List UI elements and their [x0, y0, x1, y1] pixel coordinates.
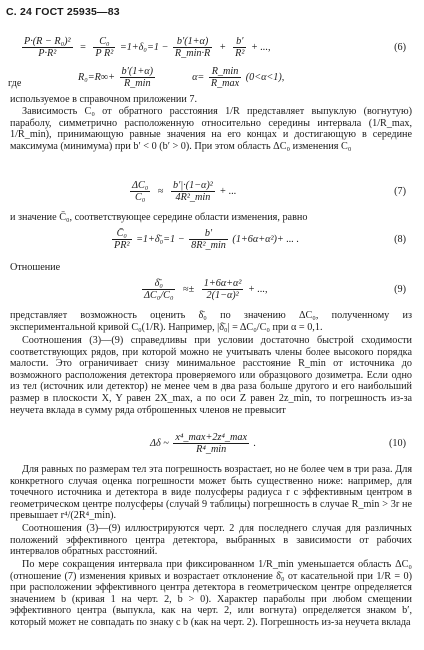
- eq8-lhs-numerator: C̄₀: [112, 228, 132, 240]
- eq10-tail: .: [253, 437, 257, 449]
- eq9-tail: + ...,: [248, 283, 268, 295]
- eq10-number: (10): [389, 438, 406, 449]
- eq6-mid-numerator: C₀: [93, 36, 115, 48]
- eq6-alpha: α=: [192, 71, 205, 83]
- eq6-r0-denominator: R_min: [123, 78, 151, 89]
- where-label: где: [8, 78, 22, 89]
- paragraph-9: По мере сокращения интервала при фиксированном 1/R_min уменьшается область ΔC₀ (отношение (7) изменения кривых и возрастает отклонение δ̄₀ от касательной при 1/R = 0) при расположении эффективного центра детектора в геометрическом центре определяется значением b (кривая 1 на черт. 2, b > 0). Характер параболы при любом смещении эффективного центра (выпукла, как на черт. 2, или вогнута) определяется знаком b′, который может не совпадать по знаку с b (как на черт. 2). Погрешность из-за неучета вклада: [10, 559, 412, 628]
- eq10-denominator: R⁴_min: [196, 444, 227, 455]
- paragraph-6: Соотношения (3)—(9) справедливы при условии достаточно быстрой сходимости соответствующих рядов, при которой можно не учитывать члены более высокого порядка малости. Это ограничивает снизу минимальное расстояние R_min от источника до возможного расположения детектора проверяемого или образцового дозиметра. Если одно из тел (источник или детектор) не менее чем в два раза больше другого и его наибольший размер в плоскости X, Y равен 2X_max, а по оси Z равен 2z_min, то погрешность из-за неучета вклада в сумму ряда отброшенных членов не превысит: [10, 335, 412, 416]
- eq6-ellipsis: + ...,: [250, 41, 271, 53]
- equation-10: [20, 432, 412, 458]
- paragraph-5: представляет возможность оценить δ̄₀ по значению ΔC₀, полученному из экспериментальной кривой C₀(1/R). Например, |δ̄₀| = ΔC₀/C₀ при α = 0,1.: [10, 310, 412, 333]
- eq10-numerator: x⁴_max+2z⁴_max: [175, 432, 247, 443]
- eq9-relation: ≈±: [183, 283, 195, 295]
- eq9-lhs-numerator: δ̄₀: [142, 278, 175, 290]
- eq7-relation: ≈: [157, 185, 164, 197]
- equation-9: [20, 278, 412, 304]
- eq7-number: (7): [394, 186, 406, 197]
- eq7-lhs-denominator: C₀: [134, 192, 146, 203]
- eq6-lhs-numerator: P·(R − R₀)²: [24, 36, 71, 47]
- eq7-lhs-numerator: ΔC₀: [132, 180, 149, 191]
- eq6-tail-numerator: b′: [233, 36, 246, 48]
- eq9-rhs-numerator: 1+6α+α²: [203, 278, 242, 289]
- eq6-rhs-numerator: b′(1+α): [173, 36, 212, 48]
- paragraph-8: Соотношения (3)—(9) иллюстрируются черт. 2 для последнего случая для различных положений эффективного центра детектора, выбранных в зависимости от рабочих интервалов обратных расстояний.: [10, 523, 412, 558]
- eq6-number: (6): [394, 42, 406, 53]
- eq9-rhs-denominator: 2(1−α)²: [206, 290, 239, 301]
- eq10-lead: Δδ ~: [150, 437, 169, 449]
- eq8-tail: (1+6α+α²)+ ... .: [232, 233, 300, 245]
- equation-6-definitions: [8, 66, 412, 92]
- eq6-r0-numerator: b′(1+α): [121, 66, 153, 77]
- paragraph-3: и значение C̄₀, соответствующее середине области изменения, равно: [10, 212, 308, 223]
- eq8-lhs-denominator: PR²: [114, 240, 130, 251]
- eq6-alpha-denominator: R_max: [210, 78, 240, 89]
- equation-7: [20, 180, 412, 206]
- eq7-rhs-denominator: 4R²_min: [175, 192, 211, 203]
- eq9-number: (9): [394, 284, 406, 295]
- eq7-rhs-numerator: b′|·(1−α)²: [173, 180, 213, 191]
- eq6-rhs-denominator: R_min·R: [174, 48, 211, 59]
- paragraph-2: Зависимость C₀ от обратного расстояния 1/R представляет выпуклую (вогнутую) параболу, симметрично расположенную относительно середины интервала (1/R_max, 1/R_min), принимающую равные значения на его концах и достигающую в середине максимума (минимума) при b′ < 0 (b′ > 0). При этом область ΔC₀ изменения C₀: [10, 106, 412, 152]
- paragraph-7: Для равных по размерам тел эта погрешность возрастает, но не более чем в три раза. Для конкретного случая оценка погрешности может быть существенно ниже: например, для точечного источника и детектора в виде полусферы радиуса r с эффективным центром в геометрическом центре полусферы (случай 9 таблицы) погрешность в случае R_min > 3r не превышает r⁴/(2R⁴_min).: [10, 464, 412, 522]
- eq9-lhs-denominator: ΔC₀/C₀: [144, 290, 174, 301]
- equation-6: $\frac{\text{P·(R − R₀)²}}{\text{P·R²}}$ = $\frac{\text{C₀}}{\text{P R²}}$ =1+δ₀=1 − $\frac{b'(1+\alpha)}{R\_\min\cdot R}$ + $\frac{b'}{\text{R²}}$ + ..., (6): [24, 36, 406, 59]
- eq6-lhs-denominator: P·R²: [38, 48, 57, 59]
- eq8-rhs-denominator: 8R²_min: [191, 240, 226, 251]
- equation-8: [20, 228, 412, 254]
- eq6-tail-denominator: R²: [235, 48, 245, 59]
- eq6-rhs-lead: =1+δ₀=1 −: [119, 41, 169, 53]
- eq6-alpha-condition: (0<α<1),: [245, 71, 285, 83]
- eq8-rhs-numerator: b′: [189, 228, 228, 240]
- eq8-lead: =1+δ̄₀=1 −: [136, 233, 185, 245]
- page-header: С. 24 ГОСТ 25935—83: [6, 6, 120, 18]
- eq7-tail: + ...: [219, 185, 237, 197]
- eq6-r0: R₀=R∞+: [78, 71, 115, 83]
- eq6-alpha-numerator: R_min: [209, 66, 241, 78]
- eq8-number: (8): [394, 234, 406, 245]
- eq6-mid-denominator: P R²: [95, 48, 114, 59]
- paragraph-1: используемое в справочном приложении 7.: [10, 94, 198, 105]
- paragraph-4: Отношение: [10, 262, 61, 273]
